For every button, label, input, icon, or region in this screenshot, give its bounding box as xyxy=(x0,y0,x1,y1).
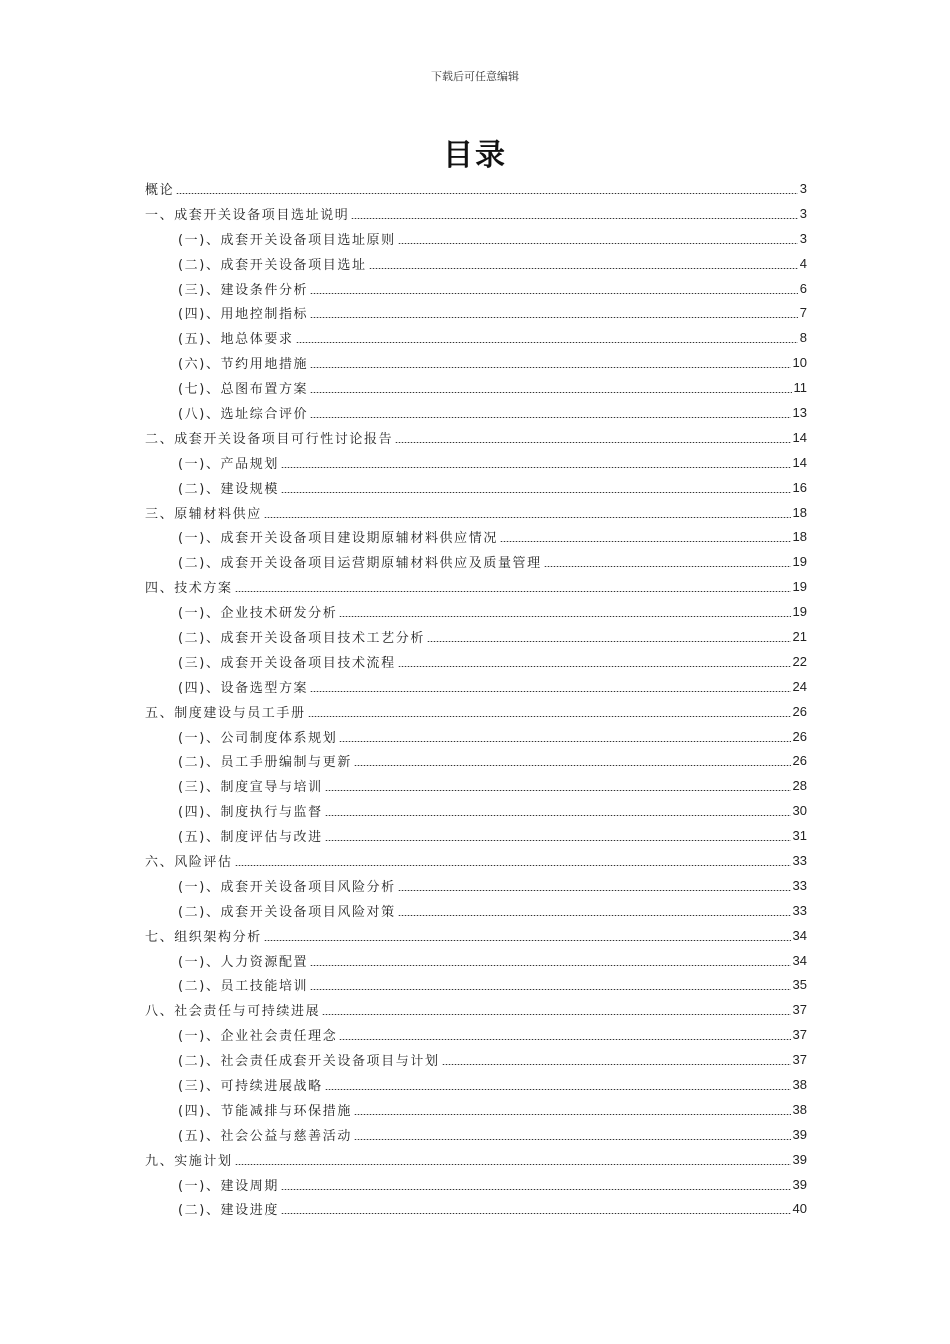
toc-leader-dots xyxy=(235,1164,791,1165)
toc-leader-dots xyxy=(322,1014,790,1015)
toc-entry-section[interactable] xyxy=(145,1022,807,1047)
toc-leader-dots xyxy=(310,417,790,418)
toc-entry-label: (四)、制度执行与监督 xyxy=(178,805,323,821)
toc-page-number: 13 xyxy=(792,404,807,420)
toc-entry-label: (六)、节约用地措施 xyxy=(178,357,309,373)
toc-leader-dots xyxy=(325,815,791,816)
toc-entry-chapter[interactable] xyxy=(145,574,807,599)
toc-leader-dots xyxy=(325,840,791,841)
toc-leader-dots xyxy=(354,1139,791,1140)
toc-entry-label: 八、社会责任与可持续进展 xyxy=(145,1004,321,1020)
toc-leader-dots xyxy=(310,691,790,692)
toc-page-number: 34 xyxy=(792,927,807,943)
toc-page-number: 34 xyxy=(792,952,807,968)
toc-page-number: 10 xyxy=(792,355,807,371)
toc-page-number: 19 xyxy=(792,604,807,620)
toc-leader-dots xyxy=(308,716,791,717)
toc-entry-label: (四)、用地控制指标 xyxy=(178,307,309,323)
toc-entry-chapter[interactable] xyxy=(145,500,807,525)
toc-leader-dots xyxy=(369,268,798,269)
toc-leader-dots xyxy=(442,1064,791,1065)
toc-leader-dots xyxy=(354,765,791,766)
toc-entry-section[interactable] xyxy=(145,599,807,624)
toc-entry-section[interactable] xyxy=(145,524,807,549)
toc-page-number: 6 xyxy=(799,280,807,296)
toc-leader-dots xyxy=(544,566,791,567)
toc-entry-label: 九、实施计划 xyxy=(145,1153,233,1169)
toc-leader-dots xyxy=(339,741,790,742)
toc-entry-section[interactable] xyxy=(145,674,807,699)
toc-page-number: 3 xyxy=(799,230,807,246)
toc-entry-section[interactable] xyxy=(145,898,807,923)
toc-leader-dots xyxy=(281,1189,791,1190)
toc-entry-section[interactable] xyxy=(145,350,807,375)
toc-leader-dots xyxy=(264,517,791,518)
toc-entry-section[interactable] xyxy=(145,773,807,798)
toc-page-number: 24 xyxy=(792,678,807,694)
toc-entry-label: 概论 xyxy=(145,182,175,198)
toc-entry-label: (二)、成套开关设备项目选址 xyxy=(178,257,367,273)
toc-entry-label: (一)、产品规划 xyxy=(178,456,279,472)
toc-entry-section[interactable] xyxy=(145,748,807,773)
toc-entry-label: (二)、员工技能培训 xyxy=(178,979,309,995)
toc-leader-dots xyxy=(310,317,798,318)
toc-leader-dots xyxy=(395,442,790,443)
toc-entry-section[interactable] xyxy=(145,226,807,251)
toc-entry-section[interactable] xyxy=(145,823,807,848)
toc-page-number: 16 xyxy=(792,479,807,495)
toc-entry-label: (三)、制度宣导与培训 xyxy=(178,780,323,796)
toc-entry-section[interactable] xyxy=(145,251,807,276)
toc-entry-section[interactable] xyxy=(145,400,807,425)
toc-entry-label: (七)、总图布置方案 xyxy=(178,382,309,398)
toc-entry-chapter[interactable] xyxy=(145,997,807,1022)
toc-entry-chapter[interactable] xyxy=(145,1147,807,1172)
toc-page-number: 19 xyxy=(792,579,807,595)
toc-entry-label: (八)、选址综合评价 xyxy=(178,406,309,422)
toc-entry-section[interactable] xyxy=(145,1097,807,1122)
toc-entry-chapter[interactable] xyxy=(145,201,807,226)
toc-leader-dots xyxy=(398,243,798,244)
toc-leader-dots xyxy=(310,989,790,990)
toc-leader-dots xyxy=(235,865,791,866)
toc-page-number: 18 xyxy=(792,504,807,520)
toc-leader-dots xyxy=(176,193,798,194)
toc-entry-section[interactable] xyxy=(145,973,807,998)
toc-entry-label: (三)、建设条件分析 xyxy=(178,282,309,298)
toc-entry-label: (四)、设备选型方案 xyxy=(178,680,309,696)
toc-entry-label: (三)、成套开关设备项目技术流程 xyxy=(178,655,396,671)
toc-leader-dots xyxy=(281,1213,791,1214)
toc-page-number: 35 xyxy=(792,977,807,993)
toc-entry-section[interactable] xyxy=(145,1072,807,1097)
toc-entry-label: 五、制度建设与员工手册 xyxy=(145,705,306,721)
toc-entry-chapter[interactable] xyxy=(145,848,807,873)
toc-entry-section[interactable] xyxy=(145,300,807,325)
toc-entry-section[interactable] xyxy=(145,1047,807,1072)
toc-page-number: 19 xyxy=(792,554,807,570)
toc-entry-label: (五)、社会公益与慈善活动 xyxy=(178,1128,352,1144)
toc-page-number: 37 xyxy=(792,1002,807,1018)
header-note: 下载后可任意编辑 xyxy=(431,70,519,83)
toc-entry-label: (一)、人力资源配置 xyxy=(178,954,309,970)
toc-page-number: 22 xyxy=(792,653,807,669)
toc-page-number: 38 xyxy=(792,1077,807,1092)
toc-entry-label: (三)、可持续进展战略 xyxy=(178,1079,323,1094)
toc-entry-section[interactable] xyxy=(145,276,807,301)
toc-leader-dots xyxy=(310,392,791,393)
toc-page-number: 28 xyxy=(792,778,807,794)
toc-leader-dots xyxy=(398,890,791,891)
toc-entry-chapter[interactable] xyxy=(145,425,807,450)
toc-entry-label: (一)、企业技术研发分析 xyxy=(178,606,338,622)
toc-page-number: 40 xyxy=(792,1201,807,1217)
toc-entry-chapter[interactable] xyxy=(145,923,807,948)
toc-entry-section[interactable] xyxy=(145,798,807,823)
toc-entry-section[interactable] xyxy=(145,873,807,898)
toc-leader-dots xyxy=(339,616,790,617)
toc-entry-label: (一)、成套开关设备项目风险分析 xyxy=(178,879,396,895)
toc-entry-section[interactable] xyxy=(145,624,807,649)
toc-page-number: 8 xyxy=(799,330,807,346)
toc-page-number: 38 xyxy=(792,1101,807,1117)
toc-entry-section[interactable] xyxy=(145,450,807,475)
toc-page-number: 7 xyxy=(799,305,807,321)
toc-leader-dots xyxy=(325,1089,791,1090)
toc-entry-label: (五)、地总体要求 xyxy=(178,332,294,348)
page-title: 目录 xyxy=(443,138,507,173)
toc-entry-label: (一)、成套开关设备项目选址原则 xyxy=(178,232,396,248)
toc-entry-label: (一)、建设周期 xyxy=(178,1178,279,1194)
toc-entry-label: (二)、成套开关设备项目技术工艺分析 xyxy=(178,630,425,646)
toc-page-number: 39 xyxy=(792,1126,807,1142)
toc-entry-label: 四、技术方案 xyxy=(145,581,233,597)
toc-page-number: 26 xyxy=(792,753,807,769)
toc-leader-dots xyxy=(296,342,798,343)
toc-leader-dots xyxy=(264,940,791,941)
toc-entry-label: (二)、建设规模 xyxy=(178,481,279,497)
toc-entry-label: 二、成套开关设备项目可行性讨论报告 xyxy=(145,431,394,447)
toc-page-number: 39 xyxy=(792,1176,807,1192)
toc-page-number: 37 xyxy=(792,1027,807,1043)
toc-entry-label: (二)、建设进度 xyxy=(178,1203,279,1219)
toc-page-number: 33 xyxy=(792,902,807,918)
toc-entry-section[interactable] xyxy=(145,948,807,973)
toc-leader-dots xyxy=(281,467,791,468)
toc-entry-section[interactable] xyxy=(145,649,807,674)
toc-page-number: 4 xyxy=(799,255,807,271)
toc-leader-dots xyxy=(398,666,791,667)
toc-leader-dots xyxy=(281,492,791,493)
toc-entry-section[interactable] xyxy=(145,1122,807,1147)
toc-entry-section[interactable] xyxy=(145,375,807,400)
toc-leader-dots xyxy=(310,965,790,966)
toc-entry-label: (一)、公司制度体系规划 xyxy=(178,730,338,746)
toc-entry-label: (二)、社会责任成套开关设备项目与计划 xyxy=(178,1054,440,1070)
toc-entry-label: 三、原辅材料供应 xyxy=(145,506,262,522)
toc-entry-label: (四)、节能减排与环保措施 xyxy=(178,1103,352,1119)
toc-page-number: 37 xyxy=(792,1052,807,1068)
toc-entry-chapter[interactable] xyxy=(145,699,807,724)
toc-leader-dots xyxy=(310,367,790,368)
toc-entry-section[interactable] xyxy=(145,325,807,350)
toc-entry-label: (二)、成套开关设备项目风险对策 xyxy=(178,904,396,920)
toc-page-number: 33 xyxy=(792,877,807,893)
toc-page-number: 26 xyxy=(792,703,807,719)
toc-entry-label: 七、组织架构分析 xyxy=(145,929,262,945)
toc-page-number: 3 xyxy=(799,205,807,221)
toc-page-number: 18 xyxy=(792,529,807,545)
toc-entry-label: (一)、企业社会责任理念 xyxy=(178,1029,338,1045)
toc-leader-dots xyxy=(339,1039,790,1040)
toc-leader-dots xyxy=(351,218,797,219)
toc-leader-dots xyxy=(427,641,791,642)
table-of-contents xyxy=(145,176,807,1221)
toc-entry-label: (二)、成套开关设备项目运营期原辅材料供应及质量管理 xyxy=(178,556,542,572)
toc-page-number: 3 xyxy=(799,180,807,196)
toc-leader-dots xyxy=(235,591,791,592)
toc-entry-section[interactable] xyxy=(145,724,807,749)
toc-leader-dots xyxy=(398,915,791,916)
toc-page-number: 33 xyxy=(792,852,807,868)
toc-page-number: 14 xyxy=(792,429,807,445)
toc-entry-label: (二)、员工手册编制与更新 xyxy=(178,755,352,771)
toc-entry-chapter[interactable] xyxy=(145,176,807,201)
toc-page-number: 11 xyxy=(793,380,807,396)
toc-entry-label: 六、风险评估 xyxy=(145,854,233,870)
toc-leader-dots xyxy=(354,1114,791,1115)
toc-page-number: 30 xyxy=(792,803,807,819)
toc-page-number: 14 xyxy=(792,454,807,470)
toc-leader-dots xyxy=(310,293,798,294)
toc-entry-label: (一)、成套开关设备项目建设期原辅材料供应情况 xyxy=(178,531,498,547)
toc-page-number: 39 xyxy=(792,1151,807,1167)
toc-page-number: 26 xyxy=(792,728,807,744)
toc-entry-label: 一、成套开关设备项目选址说明 xyxy=(145,207,350,223)
toc-page-number: 21 xyxy=(792,628,807,644)
toc-page-number: 31 xyxy=(792,828,807,844)
toc-entry-section[interactable] xyxy=(145,1197,807,1222)
toc-leader-dots xyxy=(325,790,791,791)
toc-leader-dots xyxy=(500,541,791,542)
toc-entry-section[interactable] xyxy=(145,475,807,500)
toc-entry-section[interactable] xyxy=(145,1172,807,1197)
toc-entry-label: (五)、制度评估与改进 xyxy=(178,830,323,846)
toc-entry-section[interactable] xyxy=(145,549,807,574)
